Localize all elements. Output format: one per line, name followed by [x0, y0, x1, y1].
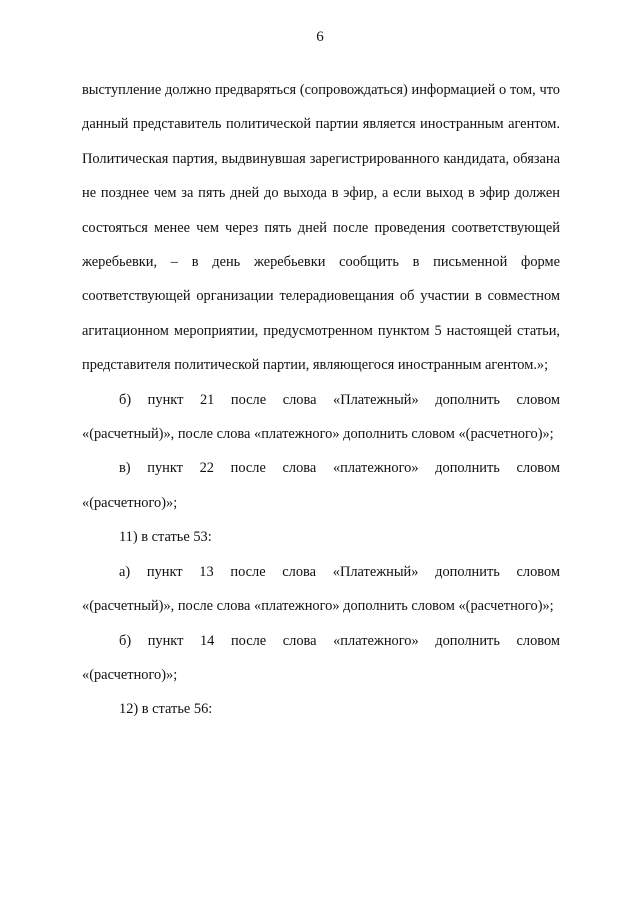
paragraph-item-a-13: а) пункт 13 после слова «Платежный» дополнить словом «(расчетный)», после слова «платежного» дополнить словом «(расчетного)»; [82, 563, 560, 615]
paragraph-continuation: выступление должно предваряться (сопровождаться) информацией о том, что данный представитель политической партии является иностранным агентом. Политическая партия, выдвинувшая зарегистрированного кандидата, обязана не позднее чем за пять дней до выхода в эфир, а если выход в эфир должен состояться менее чем через пять дней после проведения соответствующей жеребьевки, – в день жеребьевки сообщить в письменной форме соответствующей организации телерадиовещания об участии в совместном агитационном мероприятии, предусмотренном пунктом 5 настоящей статьи, представителя политической партии, являющегося иностранным агентом.»; [82, 82, 560, 374]
paragraph-item-v-22: в) пункт 22 после слова «платежного» дополнить словом «(расчетного)»; [82, 460, 560, 511]
paragraph-item-b-21: б) пункт 21 после слова «Платежный» дополнить словом «(расчетный)», после слова «платежного» дополнить словом «(расчетного)»; [82, 391, 560, 443]
paragraph-item-12: 12) в статье 56: [119, 701, 213, 718]
page-number: 6 [316, 29, 324, 45]
document-body [82, 73, 560, 727]
paragraph-item-11: 11) в статье 53: [119, 529, 212, 546]
paragraph-item-b-14: б) пункт 14 после слова «платежного» дополнить словом «(расчетного)»; [82, 632, 560, 683]
